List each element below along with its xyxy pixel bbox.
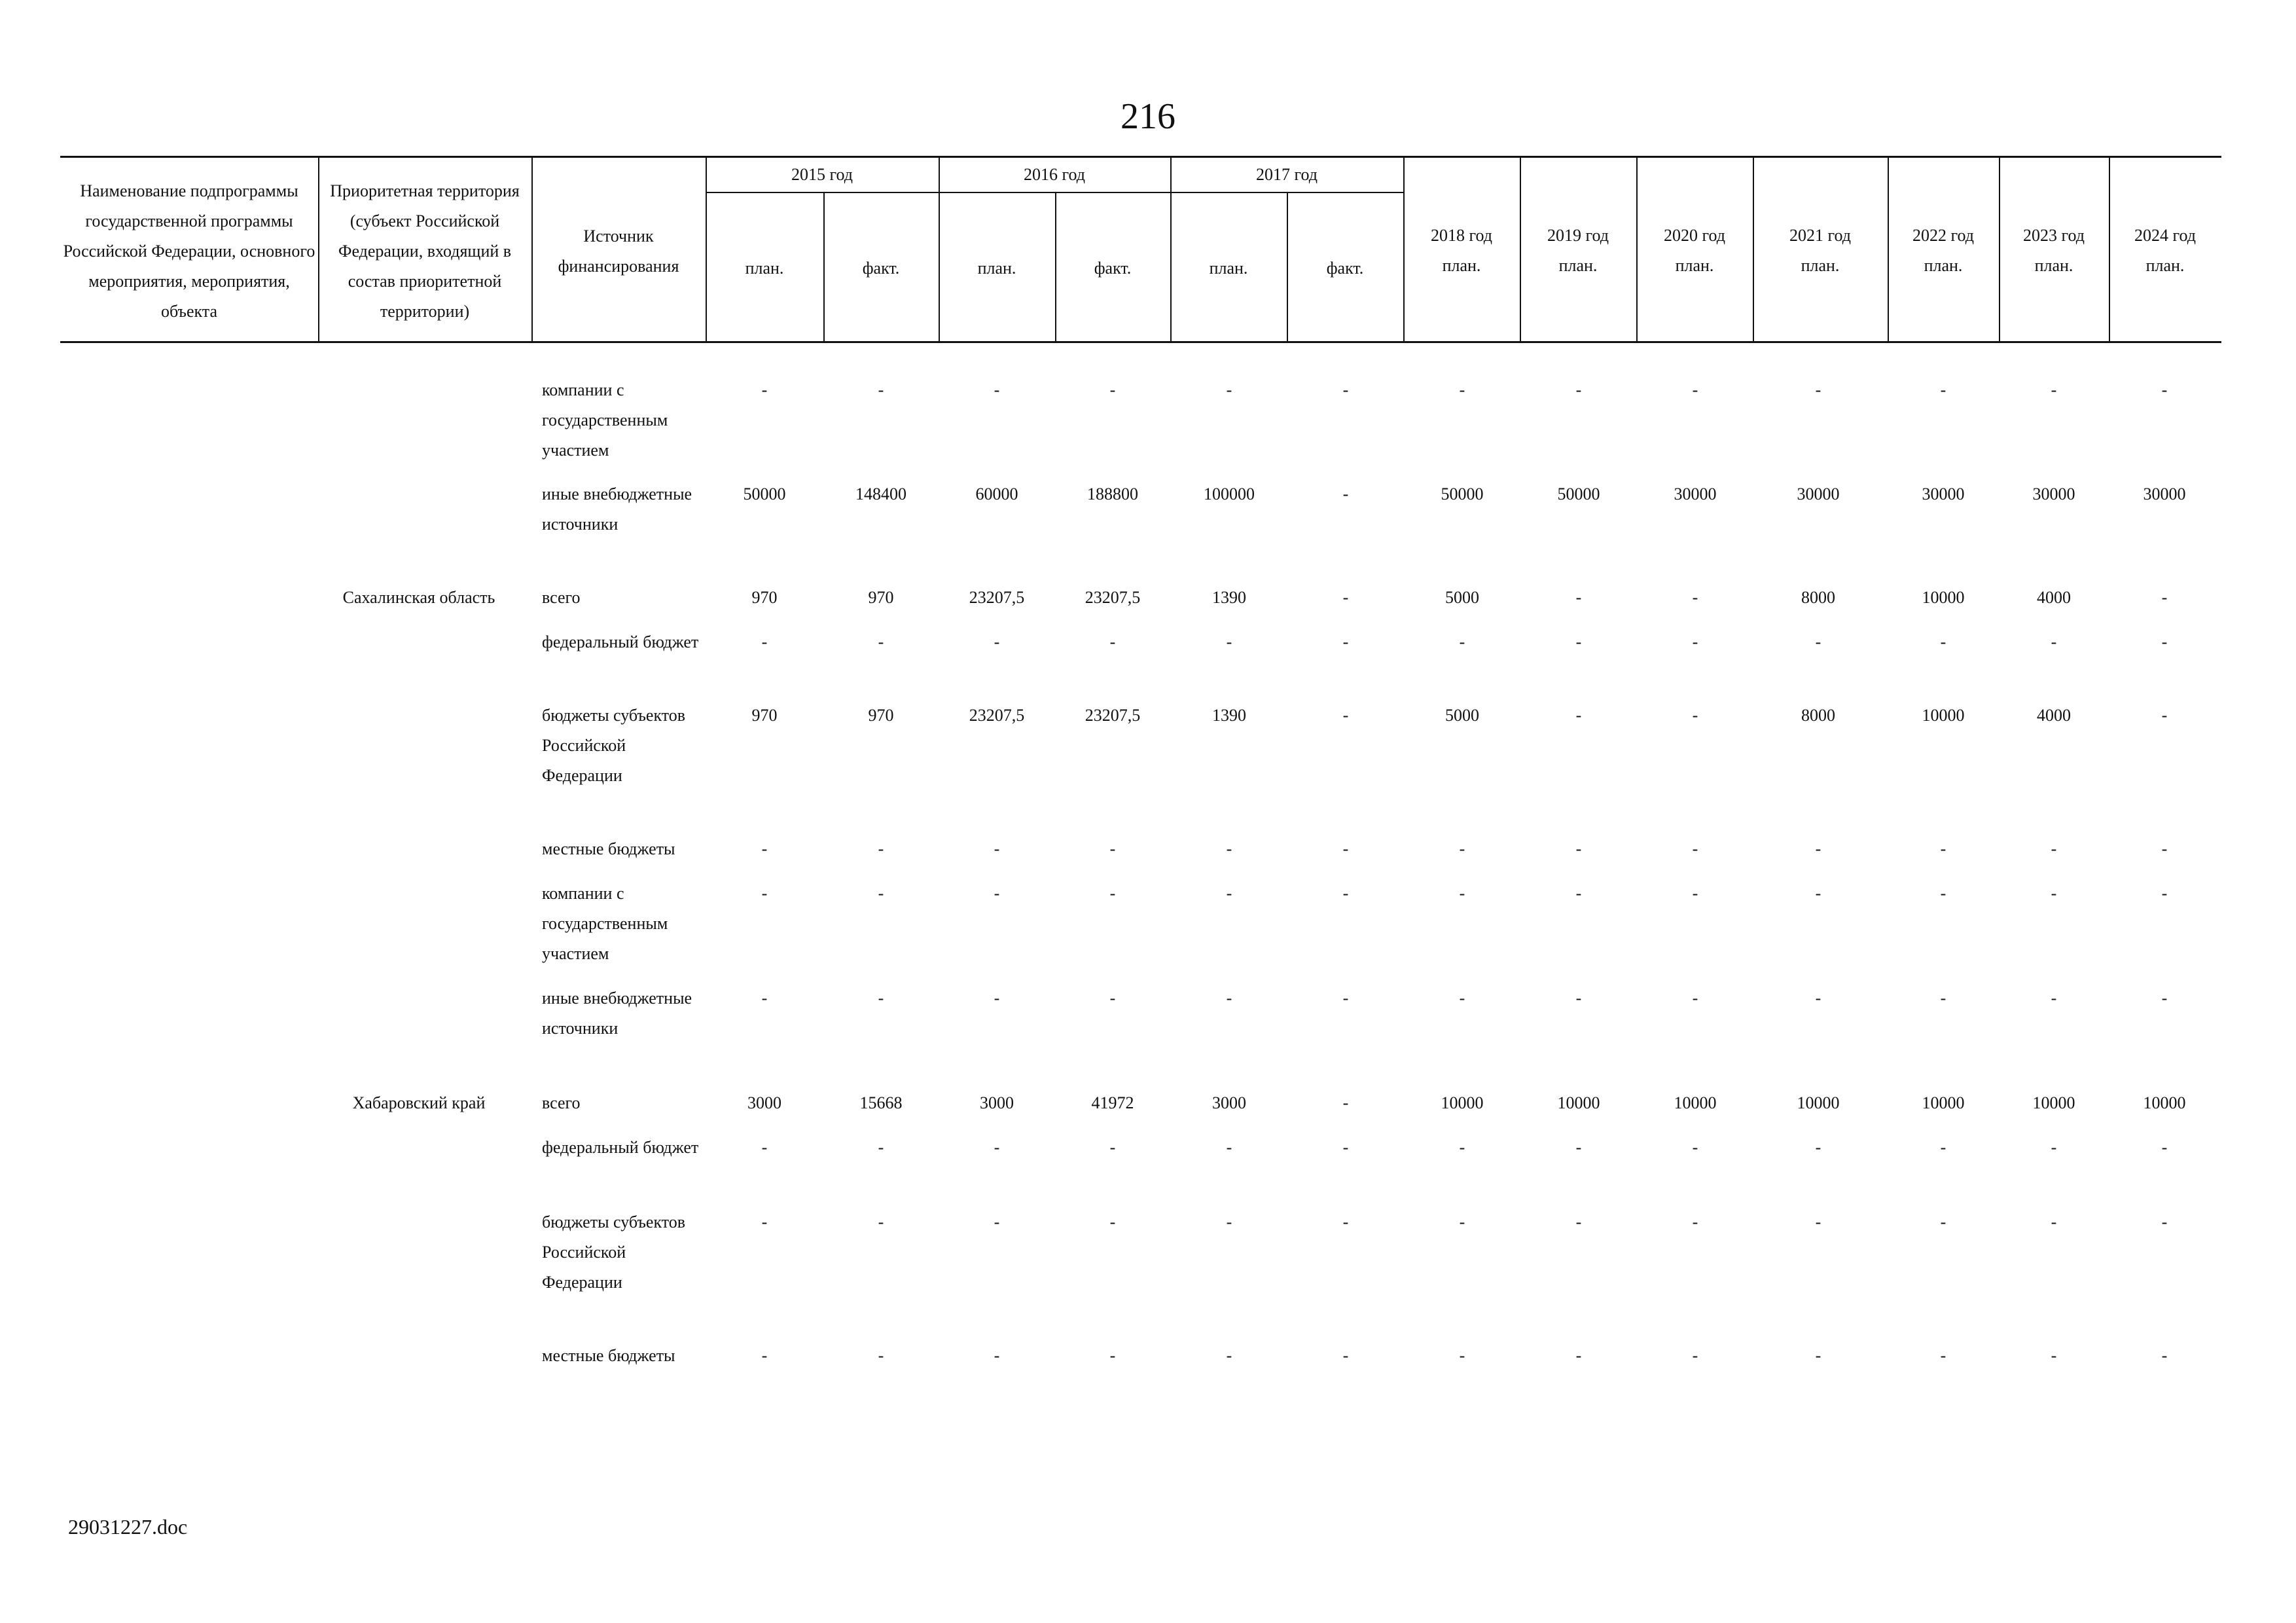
value-cell: - xyxy=(1815,1213,1821,1231)
value-cell: - xyxy=(994,1138,1000,1157)
value-cell: 1390 xyxy=(1212,588,1246,607)
value-cell: - xyxy=(1940,989,1946,1008)
value-cell: - xyxy=(2051,884,2057,903)
value-cell: - xyxy=(2161,632,2168,651)
value-cell: - xyxy=(878,989,884,1008)
value-cell: - xyxy=(1940,1346,1946,1365)
value-cell: - xyxy=(1226,839,1232,858)
value-cell: - xyxy=(1342,706,1349,725)
value-cell: - xyxy=(1692,1138,1698,1157)
source-cell: компании с государственным участием xyxy=(542,380,668,460)
value-cell: - xyxy=(1459,380,1465,399)
value-cell: - xyxy=(1575,1138,1582,1157)
value-cell: 100000 xyxy=(1204,484,1255,503)
value-cell: - xyxy=(878,380,884,399)
value-cell: - xyxy=(1342,1093,1349,1112)
value-cell: - xyxy=(1940,1213,1946,1231)
header-name-column: Наименование подпрограммы государственной программы Российской Федерации, основного мероприятия, мероприятия, объекта xyxy=(63,181,315,321)
value-cell: - xyxy=(2051,839,2057,858)
value-cell: - xyxy=(761,884,768,903)
value-cell: 10000 xyxy=(1922,588,1965,607)
value-cell: - xyxy=(1692,884,1698,903)
value-cell: - xyxy=(2161,1346,2168,1365)
value-cell: - xyxy=(994,632,1000,651)
header-plan-2015: план. xyxy=(745,259,784,278)
value-cell: 50000 xyxy=(1557,484,1600,503)
value-cell: - xyxy=(2161,380,2168,399)
header-year-label: 2022 год xyxy=(1912,226,1974,245)
source-cell: местные бюджеты xyxy=(542,839,675,858)
header-year-label: 2019 год xyxy=(1547,226,1609,245)
value-cell: 30000 xyxy=(2032,484,2075,503)
value-cell: - xyxy=(2051,1213,2057,1231)
value-cell: - xyxy=(1226,632,1232,651)
value-cell: - xyxy=(1815,1346,1821,1365)
value-cell: - xyxy=(1342,1138,1349,1157)
value-cell: - xyxy=(1459,632,1465,651)
value-cell: 10000 xyxy=(1922,706,1965,725)
value-cell: - xyxy=(1940,632,1946,651)
value-cell: - xyxy=(1109,632,1116,651)
value-cell: - xyxy=(1692,1346,1698,1365)
value-cell: - xyxy=(2051,1346,2057,1365)
value-cell: - xyxy=(994,1213,1000,1231)
value-cell: 41972 xyxy=(1091,1093,1134,1112)
value-cell: 23207,5 xyxy=(969,706,1025,725)
value-cell: 10000 xyxy=(2032,1093,2075,1112)
value-cell: 3000 xyxy=(747,1093,781,1112)
value-cell: - xyxy=(1342,839,1349,858)
value-cell: - xyxy=(1575,1213,1582,1231)
value-cell: - xyxy=(1575,588,1582,607)
value-cell: 60000 xyxy=(975,484,1018,503)
territory-cell: Хабаровский край xyxy=(352,1093,486,1112)
value-cell: - xyxy=(2051,632,2057,651)
value-cell: - xyxy=(1940,884,1946,903)
value-cell: - xyxy=(761,1138,768,1157)
header-year-2015: 2015 год xyxy=(791,165,853,184)
table-header xyxy=(60,156,2221,343)
header-source-column: Источник финансирования xyxy=(558,227,679,276)
value-cell: - xyxy=(761,632,768,651)
value-cell: 50000 xyxy=(1441,484,1484,503)
value-cell: - xyxy=(1815,839,1821,858)
value-cell: - xyxy=(1459,1346,1465,1365)
header-fact-2016: факт. xyxy=(1094,259,1132,278)
value-cell: 8000 xyxy=(1801,588,1835,607)
value-cell: - xyxy=(878,839,884,858)
value-cell: 4000 xyxy=(2037,706,2071,725)
value-cell: - xyxy=(878,632,884,651)
value-cell: - xyxy=(1575,1346,1582,1365)
value-cell: - xyxy=(1109,380,1116,399)
value-cell: - xyxy=(1459,884,1465,903)
value-cell: - xyxy=(1940,839,1946,858)
value-cell: - xyxy=(1815,380,1821,399)
value-cell: - xyxy=(1226,380,1232,399)
value-cell: - xyxy=(878,884,884,903)
value-cell: - xyxy=(1342,989,1349,1008)
value-cell: 3000 xyxy=(1212,1093,1246,1112)
value-cell: 8000 xyxy=(1801,706,1835,725)
value-cell: - xyxy=(2161,884,2168,903)
value-cell: 30000 xyxy=(1674,484,1717,503)
value-cell: - xyxy=(1109,1213,1116,1231)
source-cell: бюджеты субъектов Российской Федерации xyxy=(542,706,686,785)
value-cell: 5000 xyxy=(1445,588,1479,607)
header-year-label: 2020 год xyxy=(1664,226,1725,245)
value-cell: - xyxy=(761,380,768,399)
value-cell: - xyxy=(2161,989,2168,1008)
value-cell: - xyxy=(1575,380,1582,399)
header-year-label: 2021 год xyxy=(1789,226,1851,245)
value-cell: - xyxy=(1226,1213,1232,1231)
value-cell: - xyxy=(1459,1138,1465,1157)
value-cell: 4000 xyxy=(2037,588,2071,607)
value-cell: - xyxy=(2051,380,2057,399)
territory-cell: Сахалинская область xyxy=(342,588,495,607)
header-year-2017: 2017 год xyxy=(1256,165,1318,184)
value-cell: - xyxy=(1692,706,1698,725)
value-cell: - xyxy=(2161,839,2168,858)
source-cell: бюджеты субъектов Российской Федерации xyxy=(542,1213,686,1292)
value-cell: - xyxy=(1109,839,1116,858)
value-cell: - xyxy=(994,1346,1000,1365)
source-cell: компании с государственным участием xyxy=(542,884,668,963)
header-plan-label: план. xyxy=(1558,256,1598,275)
value-cell: - xyxy=(1342,380,1349,399)
value-cell: 30000 xyxy=(1797,484,1840,503)
value-cell: 10000 xyxy=(1674,1093,1717,1112)
value-cell: - xyxy=(878,1346,884,1365)
value-cell: - xyxy=(1815,884,1821,903)
value-cell: - xyxy=(1575,884,1582,903)
value-cell: 30000 xyxy=(2143,484,2186,503)
value-cell: - xyxy=(1342,1213,1349,1231)
value-cell: - xyxy=(1342,588,1349,607)
value-cell: - xyxy=(994,884,1000,903)
value-cell: - xyxy=(1109,1346,1116,1365)
source-cell: федеральный бюджет xyxy=(542,1138,699,1157)
value-cell: 970 xyxy=(868,588,894,607)
value-cell: - xyxy=(1815,989,1821,1008)
value-cell: 148400 xyxy=(855,484,906,503)
header-year-2024 xyxy=(2109,221,2221,281)
header-plan-label: план. xyxy=(1675,256,1714,275)
header-year-2016: 2016 год xyxy=(1024,165,1085,184)
header-year-2023 xyxy=(1999,221,2109,281)
value-cell: - xyxy=(878,1138,884,1157)
header-plan-label: план. xyxy=(1442,256,1481,275)
value-cell: 10000 xyxy=(1557,1093,1600,1112)
value-cell: - xyxy=(761,1346,768,1365)
value-cell: - xyxy=(994,989,1000,1008)
value-cell: - xyxy=(1692,839,1698,858)
header-year-2020 xyxy=(1636,221,1753,281)
value-cell: 23207,5 xyxy=(1085,588,1141,607)
value-cell: - xyxy=(1940,1138,1946,1157)
value-cell: - xyxy=(1342,884,1349,903)
header-plan-label: план. xyxy=(2145,256,2185,275)
value-cell: - xyxy=(1459,1213,1465,1231)
value-cell: 3000 xyxy=(980,1093,1014,1112)
value-cell: - xyxy=(1940,380,1946,399)
header-fact-2017: факт. xyxy=(1326,259,1364,278)
header-year-2018 xyxy=(1403,221,1520,281)
value-cell: - xyxy=(1575,632,1582,651)
value-cell: - xyxy=(1815,632,1821,651)
source-cell: всего xyxy=(542,588,581,607)
header-year-label: 2023 год xyxy=(2023,226,2085,245)
page-number: 216 xyxy=(1121,96,1175,137)
value-cell: - xyxy=(1109,989,1116,1008)
header-fact-2015: факт. xyxy=(862,259,900,278)
value-cell: - xyxy=(1342,632,1349,651)
source-cell: местные бюджеты xyxy=(542,1346,675,1365)
value-cell: 10000 xyxy=(2143,1093,2186,1112)
header-year-label: 2018 год xyxy=(1431,226,1492,245)
value-cell: - xyxy=(1692,632,1698,651)
header-year-2019 xyxy=(1520,221,1636,281)
value-cell: - xyxy=(2161,1138,2168,1157)
value-cell: - xyxy=(1342,1346,1349,1365)
source-cell: иные внебюджетные источники xyxy=(542,484,692,534)
value-cell: - xyxy=(2161,588,2168,607)
value-cell: - xyxy=(1459,989,1465,1008)
header-plan-label: план. xyxy=(1801,256,1840,275)
value-cell: - xyxy=(1109,1138,1116,1157)
value-cell: - xyxy=(994,380,1000,399)
source-cell: иные внебюджетные источники xyxy=(542,989,692,1038)
value-cell: 50000 xyxy=(743,484,786,503)
value-cell: - xyxy=(1226,989,1232,1008)
value-cell: - xyxy=(878,1213,884,1231)
value-cell: - xyxy=(1575,989,1582,1008)
value-cell: - xyxy=(994,839,1000,858)
value-cell: - xyxy=(1692,989,1698,1008)
value-cell: - xyxy=(1815,1138,1821,1157)
value-cell: - xyxy=(1109,884,1116,903)
value-cell: - xyxy=(1575,839,1582,858)
value-cell: 5000 xyxy=(1445,706,1479,725)
value-cell: - xyxy=(1226,884,1232,903)
value-cell: 23207,5 xyxy=(1085,706,1141,725)
value-cell: 1390 xyxy=(1212,706,1246,725)
value-cell: - xyxy=(1459,839,1465,858)
value-cell: 188800 xyxy=(1087,484,1138,503)
header-year-2022 xyxy=(1888,221,1999,281)
source-cell: всего xyxy=(542,1093,581,1112)
value-cell: 10000 xyxy=(1441,1093,1484,1112)
header-territory-column: Приоритетная территория (субъект Российской Федерации, входящий в состав приоритетной территории) xyxy=(330,181,520,321)
header-plan-2016: план. xyxy=(977,259,1016,278)
value-cell: - xyxy=(1342,484,1349,503)
value-cell: - xyxy=(2051,1138,2057,1157)
value-cell: 970 xyxy=(868,706,894,725)
value-cell: 15668 xyxy=(859,1093,903,1112)
value-cell: - xyxy=(1575,706,1582,725)
header-plan-label: план. xyxy=(1924,256,1963,275)
value-cell: - xyxy=(1226,1138,1232,1157)
value-cell: - xyxy=(1692,380,1698,399)
value-cell: - xyxy=(1692,1213,1698,1231)
value-cell: - xyxy=(2161,1213,2168,1231)
header-year-label: 2024 год xyxy=(2134,226,2196,245)
value-cell: 970 xyxy=(751,706,778,725)
header-plan-2017: план. xyxy=(1209,259,1248,278)
source-cell: федеральный бюджет xyxy=(542,632,699,651)
header-year-2021 xyxy=(1753,221,1888,281)
value-cell: 970 xyxy=(751,588,778,607)
footer-filename: 29031227.doc xyxy=(68,1515,188,1539)
value-cell: 10000 xyxy=(1797,1093,1840,1112)
value-cell: 10000 xyxy=(1922,1093,1965,1112)
header-plan-label: план. xyxy=(2034,256,2073,275)
value-cell: - xyxy=(2161,706,2168,725)
value-cell: - xyxy=(1226,1346,1232,1365)
value-cell: 30000 xyxy=(1922,484,1965,503)
value-cell: - xyxy=(2051,989,2057,1008)
value-cell: - xyxy=(761,989,768,1008)
value-cell: - xyxy=(761,1213,768,1231)
value-cell: - xyxy=(761,839,768,858)
value-cell: - xyxy=(1692,588,1698,607)
value-cell: 23207,5 xyxy=(969,588,1025,607)
